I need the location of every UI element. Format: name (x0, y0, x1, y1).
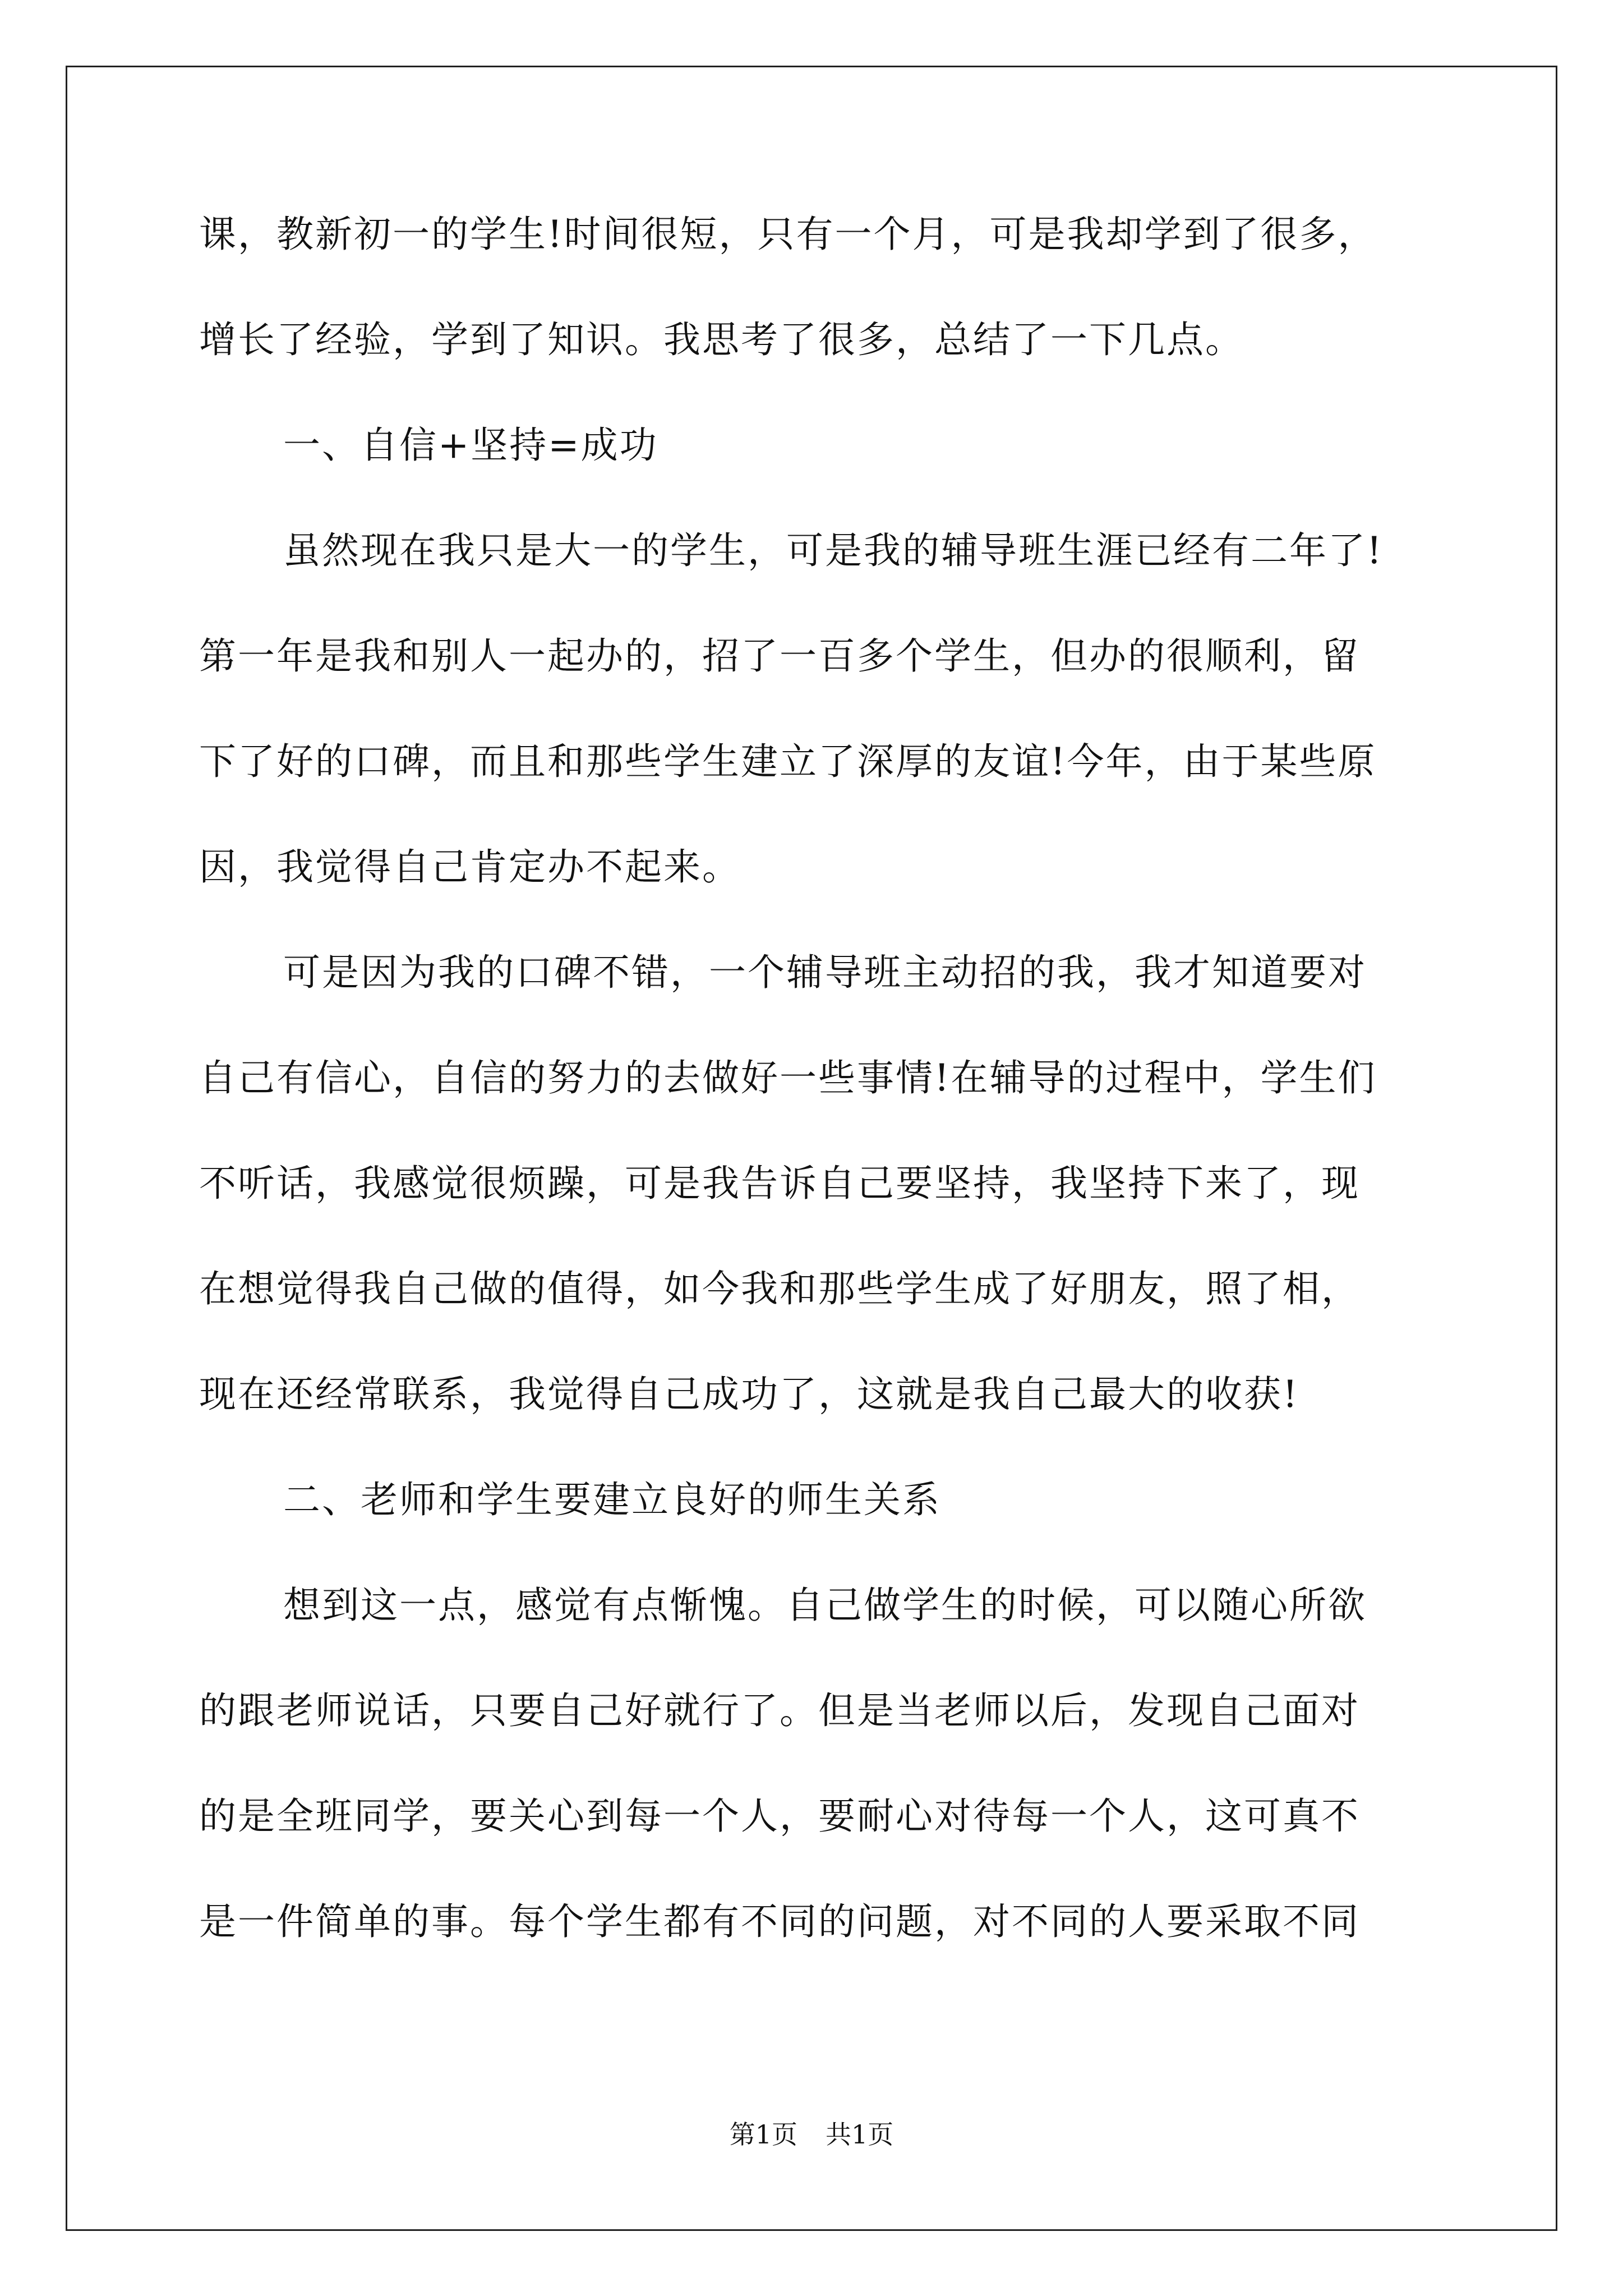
text-line: 想到这一点，感觉有点惭愧。自己做学生的时候，可以随心所欲 (283, 1584, 1367, 1627)
page-number-current: 第1页 (729, 2119, 797, 2150)
text-line: 下了好的口碑，而且和那些学生建立了深厚的友谊!今年，由于某些原 (199, 740, 1377, 783)
text-line: 不听话，我感觉很烦躁，可是我告诉自己要坚持，我坚持下来了，现 (199, 1162, 1360, 1205)
text-line: 因，我觉得自己肯定办不起来。 (199, 845, 741, 889)
text-line: 的是全班同学，要关心到每一个人，要耐心对待每一个人，这可真不 (199, 1795, 1360, 1838)
text-line: 的跟老师说话，只要自己好就行了。但是当老师以后，发现自己面对 (199, 1689, 1360, 1732)
text-line: 自己有信心，自信的努力的去做好一些事情!在辅导的过程中，学生们 (199, 1056, 1377, 1099)
text-line: 现在还经常联系，我觉得自己成功了，这就是我自己最大的收获! (199, 1373, 1299, 1416)
text-line: 一、自信+坚持=成功 (283, 424, 658, 467)
text-line: 可是因为我的口碑不错，一个辅导班主动招的我，我才知道要对 (283, 951, 1367, 994)
text-line: 虽然现在我只是大一的学生，可是我的辅导班生涯已经有二年了! (283, 529, 1384, 572)
text-line: 增长了经验，学到了知识。我思考了很多，总结了一下几点。 (199, 318, 1244, 361)
page-footer (0, 2118, 1623, 2151)
text-line: 在想觉得我自己做的值得，如今我和那些学生成了好朋友，照了相， (199, 1267, 1360, 1310)
page-number-total: 共1页 (826, 2119, 894, 2150)
text-line: 课，教新初一的学生!时间很短，只有一个月，可是我却学到了很多， (199, 213, 1377, 256)
text-line: 二、老师和学生要建立良好的师生关系 (283, 1478, 941, 1521)
document-body (199, 208, 1427, 2000)
text-line: 第一年是我和别人一起办的，招了一百多个学生，但办的很顺利，留 (199, 634, 1360, 678)
text-line: 是一件简单的事。每个学生都有不同的问题，对不同的人要采取不同 (199, 1900, 1360, 1943)
